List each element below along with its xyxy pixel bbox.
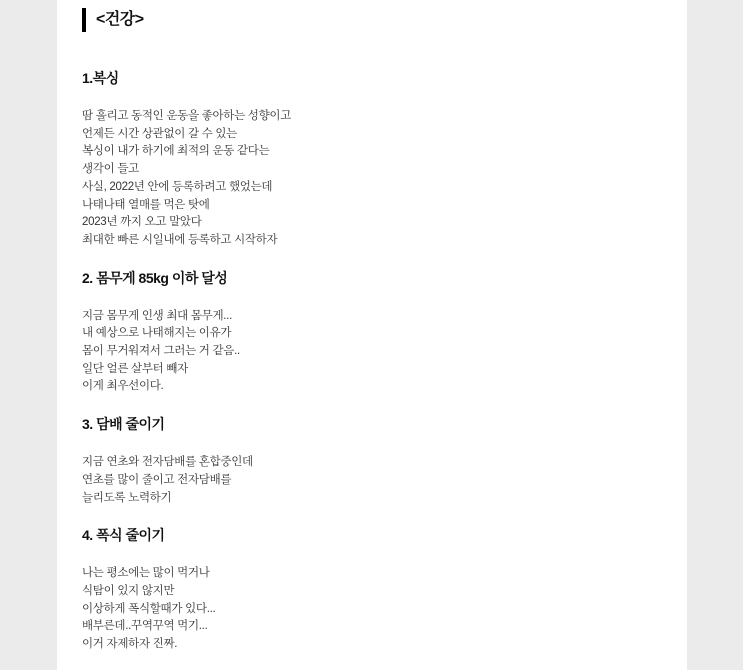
body-line: 나태나태 열매를 먹은 탓에: [82, 198, 210, 211]
post-section: [82, 414, 657, 507]
post-section: [82, 525, 657, 654]
post-body: [82, 68, 657, 654]
body-line: 지금 몸무게 인생 최대 몸무게...: [82, 309, 232, 322]
body-line: 이상하게 폭식할때가 있다...: [82, 602, 216, 615]
section-heading: 3. 담배 줄이기: [82, 416, 165, 433]
section-heading: 2. 몸무게 85kg 이하 달성: [82, 269, 228, 286]
post-content-column: [57, 0, 687, 670]
body-line: 일단 얼른 살부터 빼자: [82, 362, 188, 375]
body-line: 지금 연초와 전자담배를 혼합중인데: [82, 456, 253, 469]
post-section: [82, 268, 657, 397]
section-heading: 1.복싱: [82, 70, 119, 86]
section-paragraph: [82, 454, 657, 507]
body-line: 내 예상으로 나태해지는 이유가: [82, 327, 232, 340]
section-heading: 4. 폭식 줄이기: [82, 527, 165, 544]
post-title: <건강>: [96, 11, 144, 28]
body-line: 땀 흘리고 동적인 운동을 좋아하는 성향이고: [82, 110, 292, 122]
post-title-block: [82, 8, 657, 32]
body-line: 연초를 많이 줄이고 전자담배를: [82, 473, 232, 486]
body-line: 늘리도록 노력하기: [82, 491, 172, 504]
body-line: 최대한 빠른 시일내에 등록하고 시작하자: [82, 233, 278, 246]
title-accent-bar: [82, 8, 86, 32]
body-line: 이거 자제하자 진짜.: [82, 638, 178, 651]
body-line: 언제든 시간 상관없이 갈 수 있는: [82, 127, 237, 140]
body-line: 식탐이 있지 않지만: [82, 584, 175, 597]
body-line: 2023년 까지 오고 말았다: [82, 216, 202, 229]
body-line: 사실, 2022년 안에 등록하려고 했었는데: [82, 180, 273, 193]
body-line: 몸이 무거워져서 그러는 거 같음..: [82, 345, 240, 358]
body-line: 나는 평소에는 많이 먹거나: [82, 567, 210, 580]
body-line: 이게 최우선이다.: [82, 380, 164, 393]
section-paragraph: [82, 108, 657, 250]
body-line: 복싱이 내가 하기에 최적의 운동 같다는: [82, 145, 270, 158]
body-line: 배부른데..꾸역꾸역 먹기...: [82, 620, 208, 633]
body-line: 생각이 들고: [82, 163, 139, 176]
post-section: [82, 68, 657, 250]
section-paragraph: [82, 565, 657, 654]
section-paragraph: [82, 308, 657, 397]
